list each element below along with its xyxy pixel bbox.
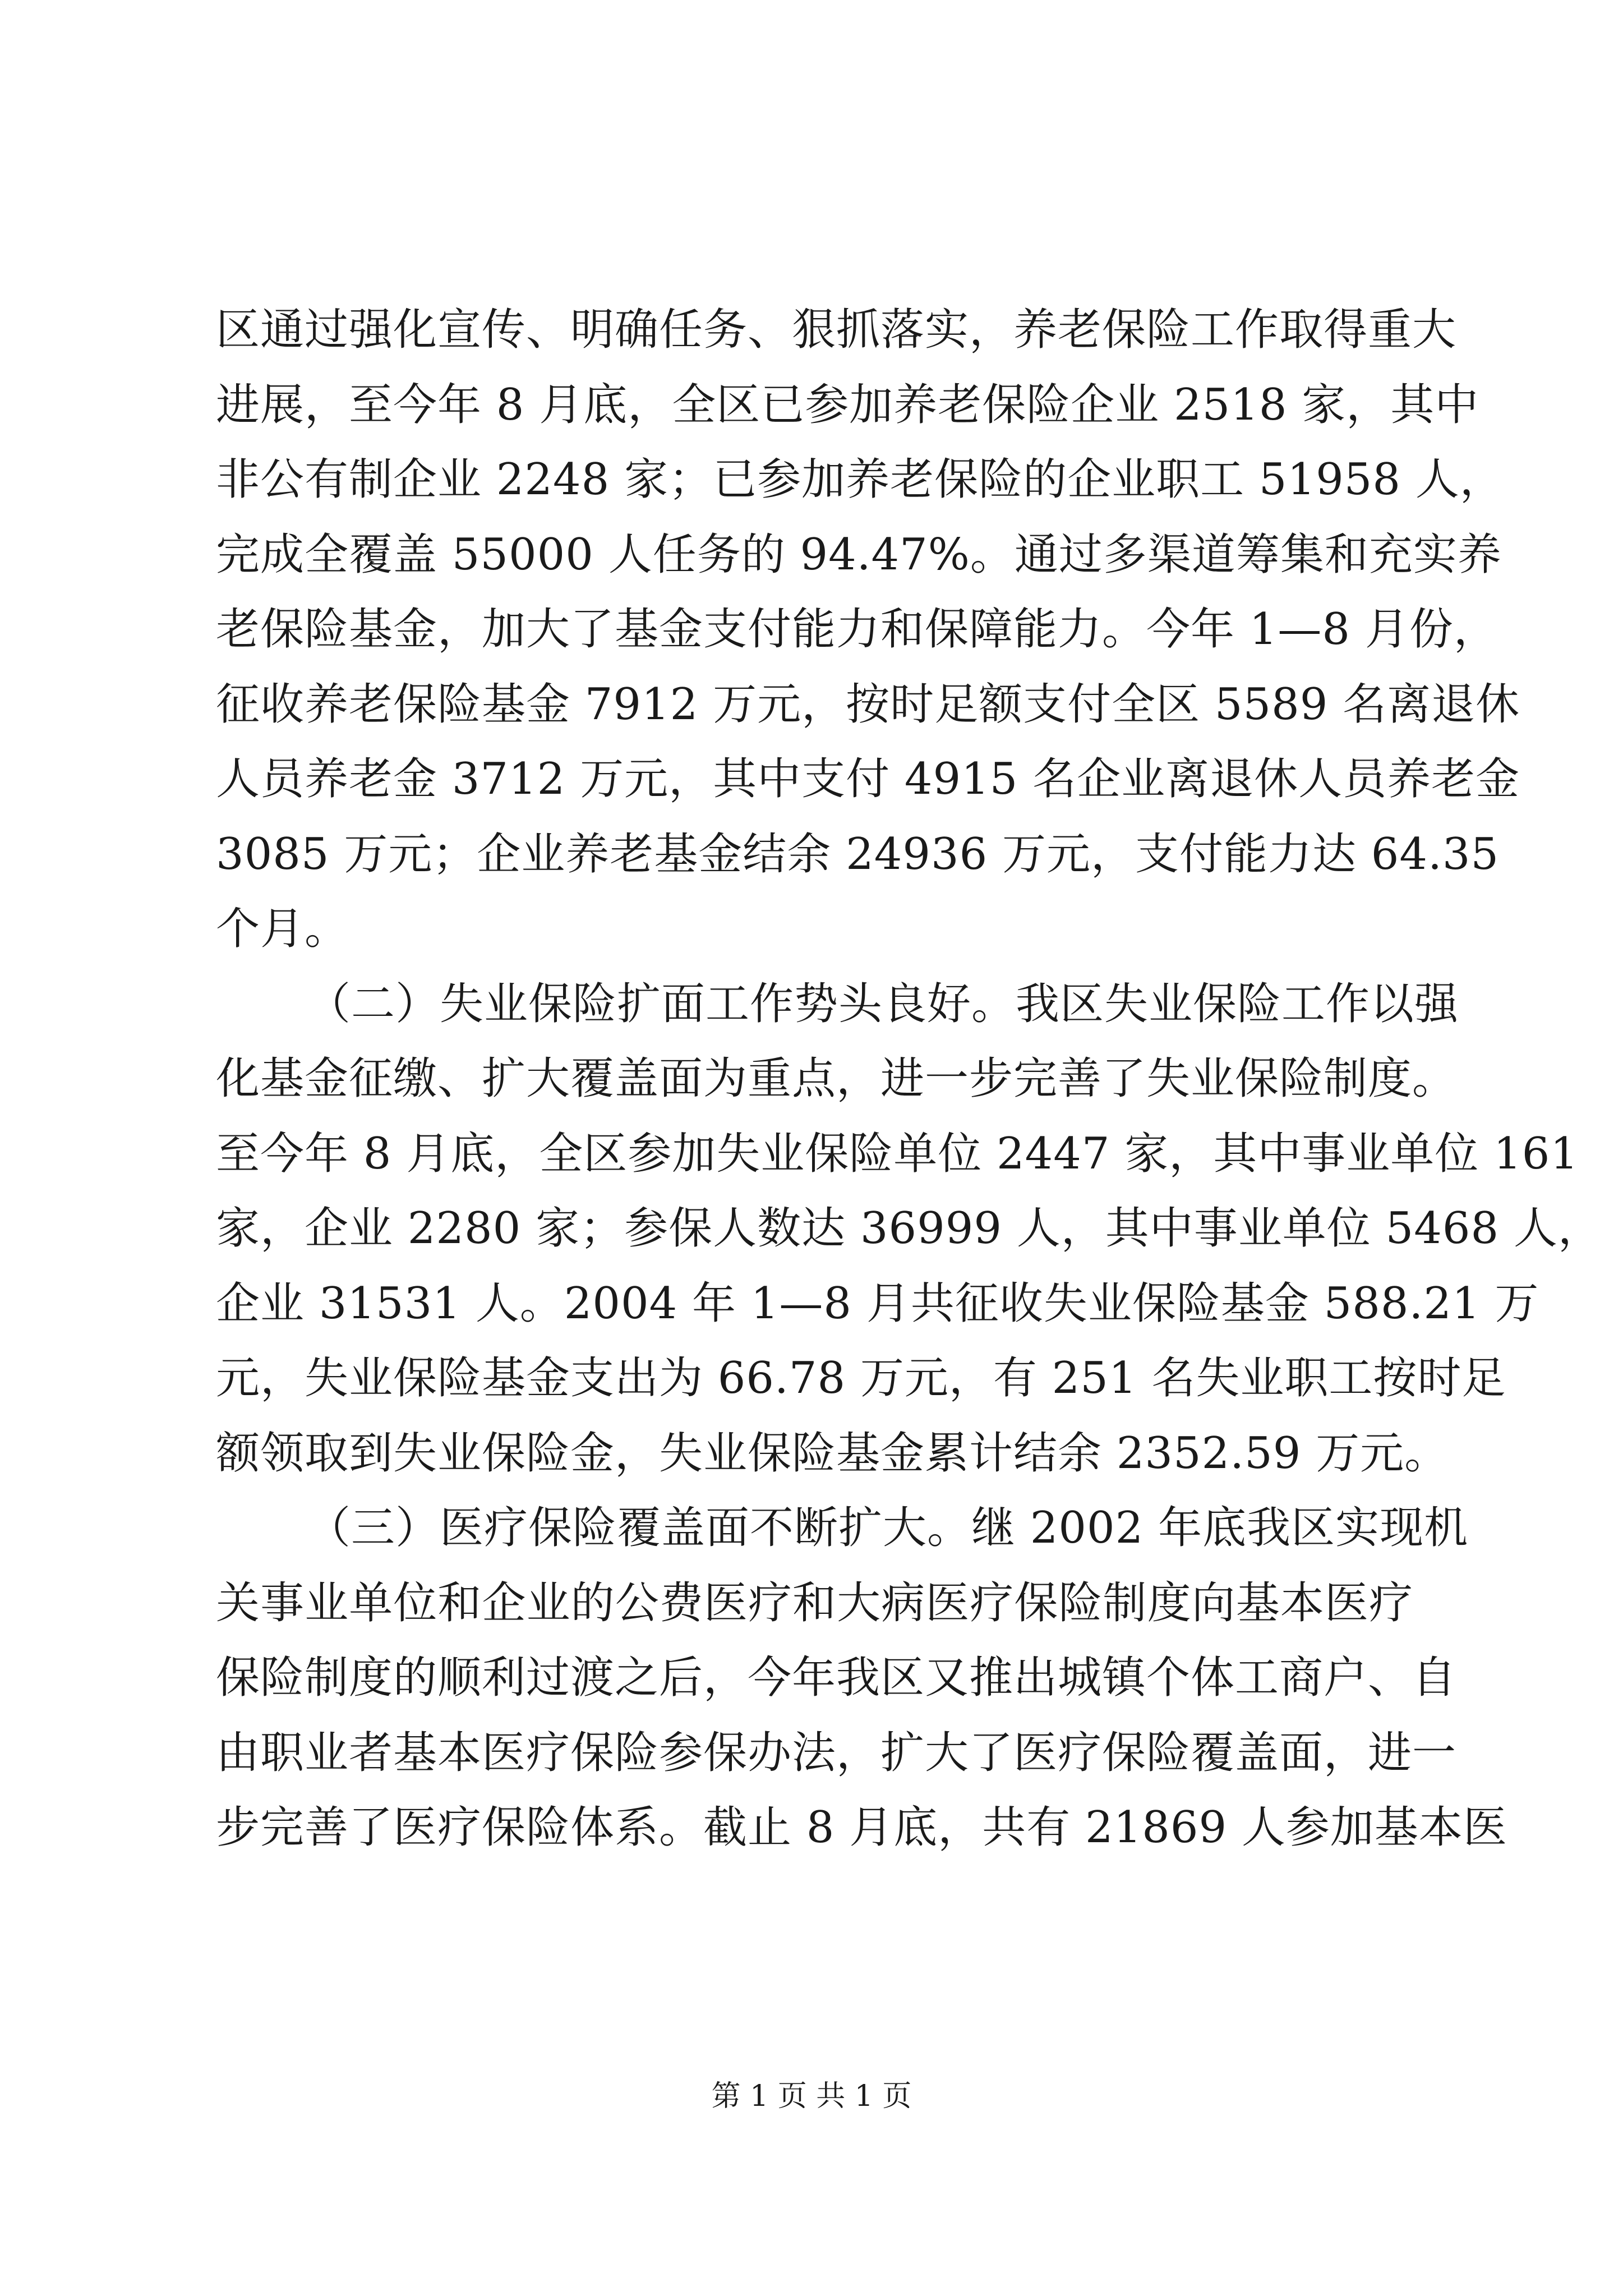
text-line: 化基金征缴、扩大覆盖面为重点，进一步完善了失业保险制度。 xyxy=(216,1053,1457,1104)
text-line: 保险制度的顺利过渡之后，今年我区又推出城镇个体工商户、自 xyxy=(216,1653,1457,1703)
text-line: 至今年 8 月底，全区参加失业保险单位 2447 家，其中事业单位 161 xyxy=(216,1128,1579,1179)
text-line: 区通过强化宣传、明确任务、狠抓落实，养老保险工作取得重大 xyxy=(216,305,1457,355)
text-line: 个月。 xyxy=(216,904,349,954)
text-line: 额领取到失业保险金，失业保险基金累计结余 2352.59 万元。 xyxy=(216,1428,1449,1479)
text-line: 非公有制企业 2248 家；已参加养老保险的企业职工 51958 人， xyxy=(216,454,1504,505)
text-line: 企业 31531 人。2004 年 1—8 月共征收失业保险基金 588.21 万 xyxy=(216,1278,1539,1329)
text-line: 老保险基金，加大了基金支付能力和保障能力。今年 1—8 月份， xyxy=(216,604,1498,655)
text-line: 进展，至今年 8 月底，全区已参加养老保险企业 2518 家，其中 xyxy=(216,379,1479,430)
text-line: 家，企业 2280 家；参保人数达 36999 人，其中事业单位 5468 人， xyxy=(216,1203,1602,1254)
text-line: 步完善了医疗保险体系。截止 8 月底，共有 21869 人参加基本医 xyxy=(216,1802,1507,1853)
page-footer: 第 1 页 共 1 页 xyxy=(711,2079,912,2113)
text-line: 人员养老金 3712 万元，其中支付 4915 名企业离退休人员养老金 xyxy=(216,754,1520,804)
text-line: 征收养老保险基金 7912 万元，按时足额支付全区 5589 名离退休 xyxy=(216,679,1520,730)
text-line: 由职业者基本医疗保险参保办法，扩大了医疗保险覆盖面，进一 xyxy=(216,1727,1457,1778)
text-line: 3085 万元；企业养老基金结余 24936 万元，支付能力达 64.35 xyxy=(216,829,1500,880)
paragraph-start-line: （二）失业保险扩面工作势头良好。我区失业保险工作以强 xyxy=(307,978,1459,1029)
text-line: 元，失业保险基金支出为 66.78 万元，有 251 名失业职工按时足 xyxy=(216,1353,1506,1404)
text-line: 关事业单位和企业的公费医疗和大病医疗保险制度向基本医疗 xyxy=(216,1577,1413,1628)
text-line: 完成全覆盖 55000 人任务的 94.47%。通过多渠道筹集和充实养 xyxy=(216,529,1502,580)
body-text xyxy=(216,293,1602,1866)
paragraph-start-line: （三）医疗保险覆盖面不断扩大。继 2002 年底我区实现机 xyxy=(307,1503,1469,1553)
